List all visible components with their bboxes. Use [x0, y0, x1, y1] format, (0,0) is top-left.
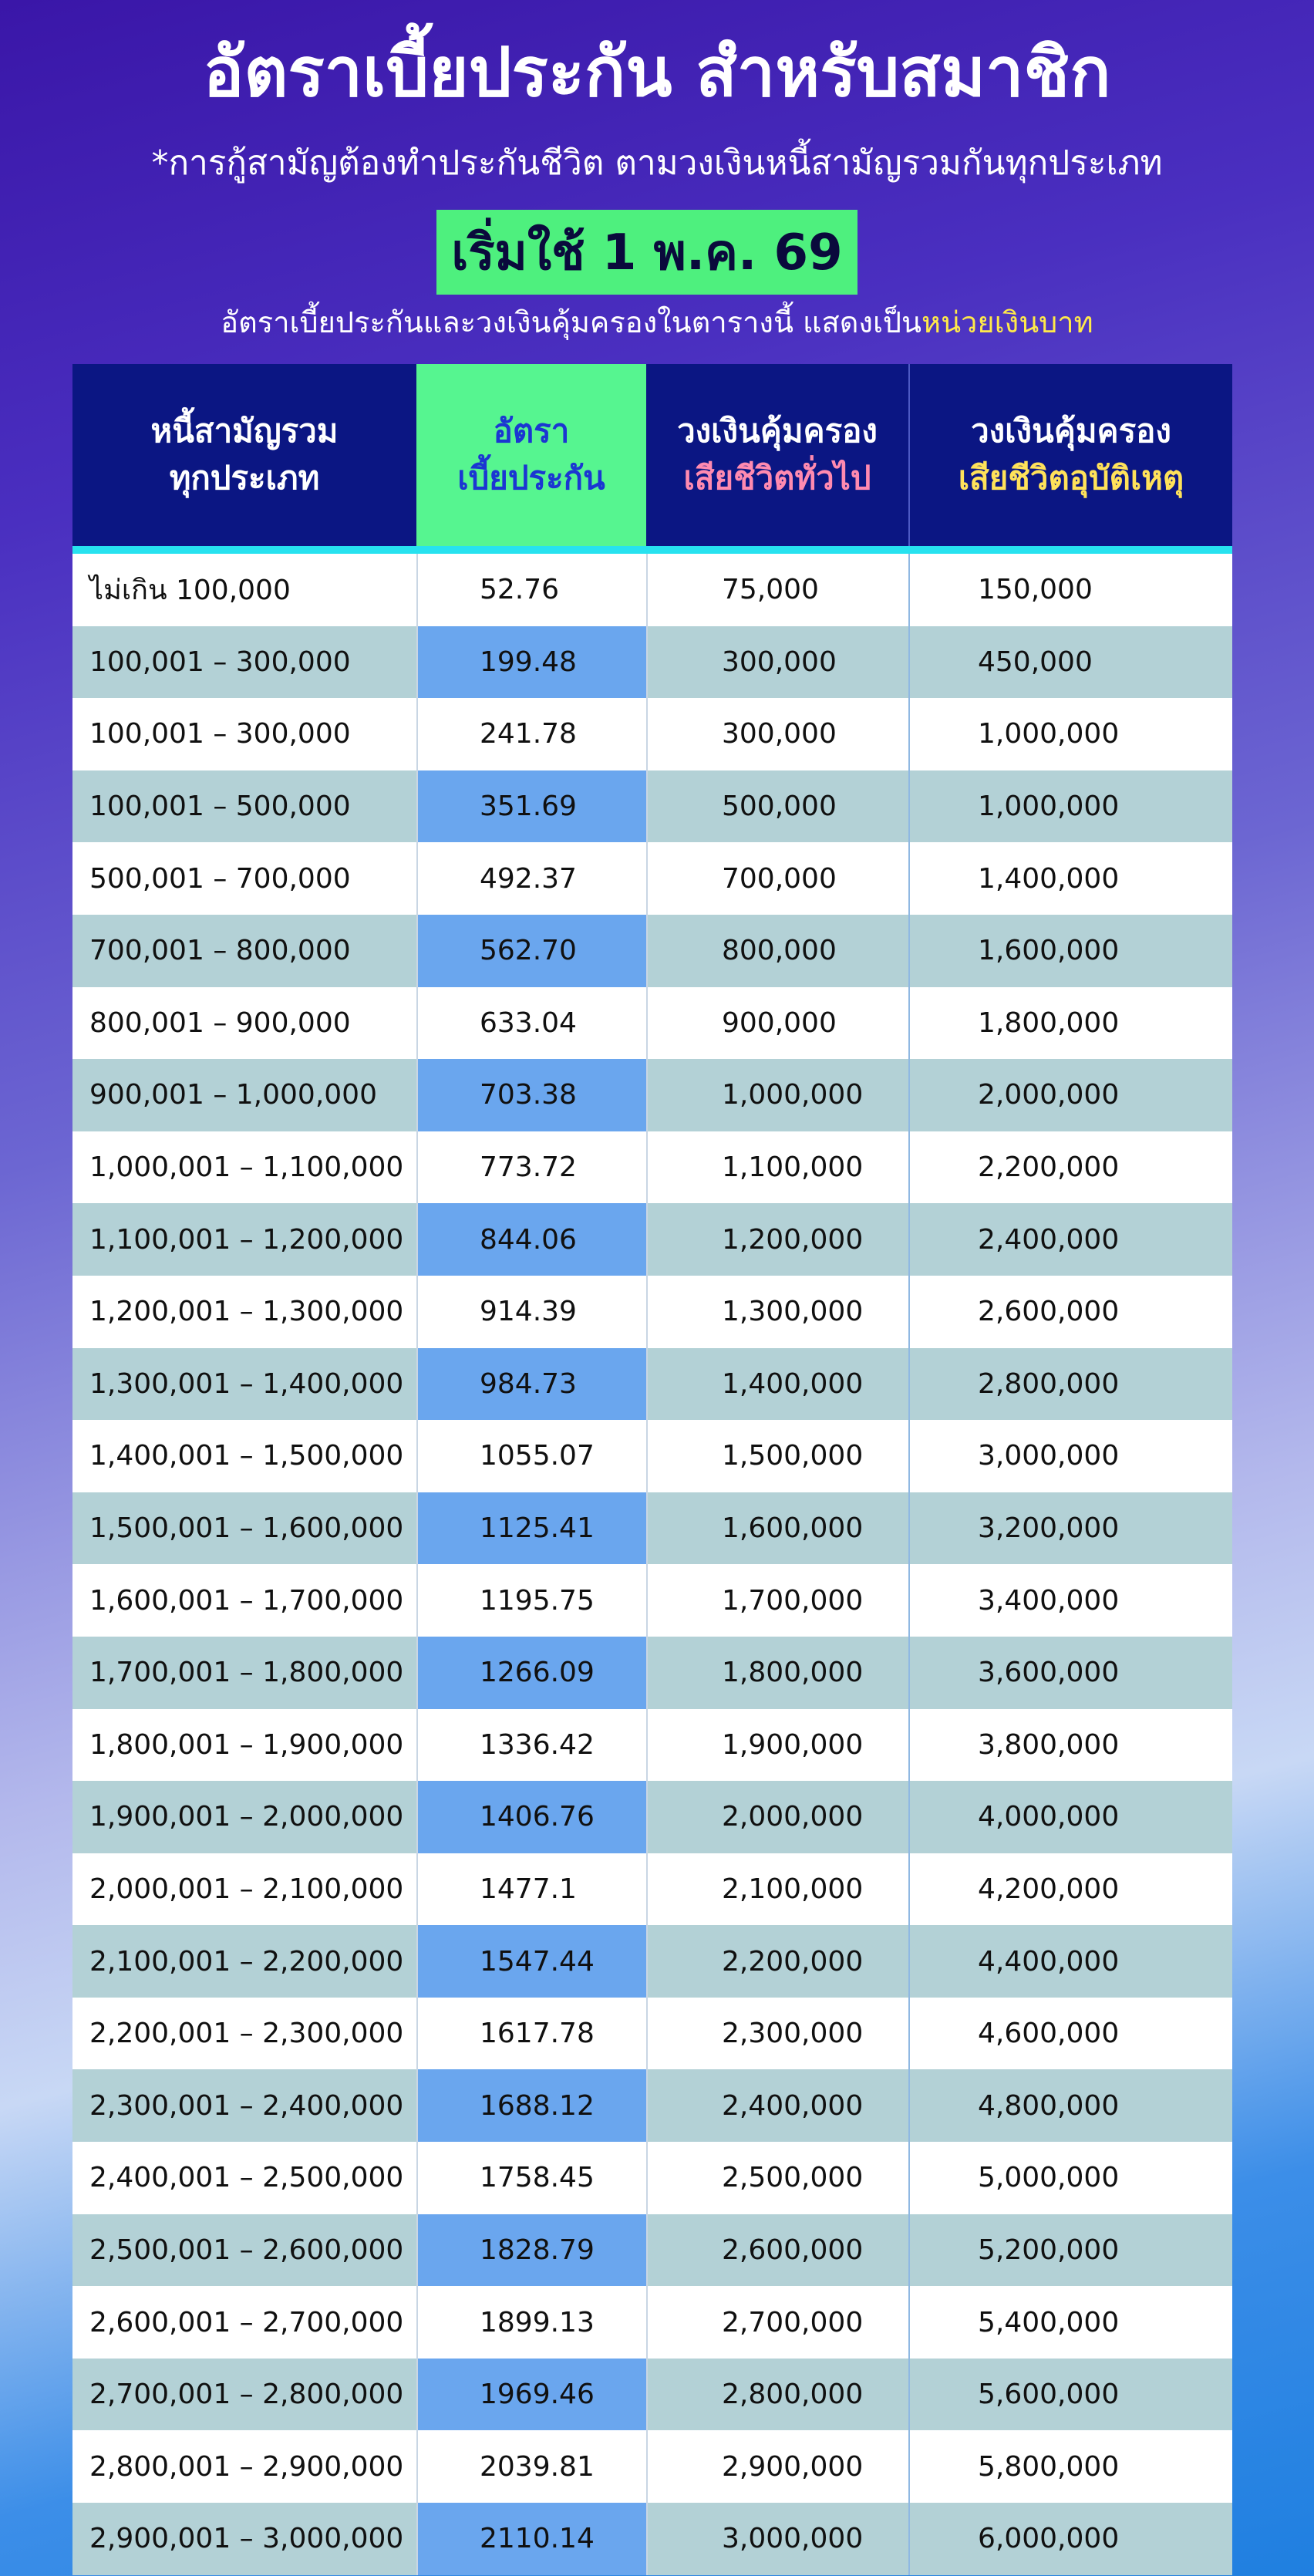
table-row [72, 1564, 1232, 1637]
cell-debt: 100,001 – 300,000 [89, 718, 351, 750]
table-row [72, 2286, 1232, 2359]
cell-rate: 1336.42 [416, 1709, 646, 1782]
cell-rate: 1477.1 [416, 1853, 646, 1926]
page-subtitle: *การกู้สามัญต้องทำประกันชีวิต ตามวงเงินหนี้สามัญรวมกันทุกประเภท [151, 143, 1163, 183]
cell-rate: 241.78 [416, 698, 646, 770]
cell-rate: 844.06 [416, 1203, 646, 1276]
table-row [72, 1637, 1232, 1709]
cell-rate: 703.38 [416, 1059, 646, 1131]
cell-debt: 1,800,001 – 1,900,000 [89, 1728, 404, 1761]
cell-debt: 100,001 – 500,000 [89, 791, 351, 823]
cell-debt: 1,900,001 – 2,000,000 [89, 1801, 404, 1833]
header-accident-coverage [910, 364, 1232, 546]
table-row [72, 2359, 1232, 2431]
cell-accident-coverage: 5,200,000 [978, 2234, 1120, 2266]
cell-debt: 2,800,001 – 2,900,000 [89, 2450, 404, 2483]
cell-accident-coverage: 2,200,000 [978, 1151, 1120, 1184]
table-row [72, 2069, 1232, 2142]
header-general-line1: วงเงินคุ้มครอง [677, 412, 878, 450]
table-row [72, 2214, 1232, 2287]
table-row [72, 1998, 1232, 2070]
table-row [72, 626, 1232, 699]
table-row [72, 915, 1232, 987]
cell-general-coverage: 2,200,000 [646, 1925, 910, 1998]
cell-accident-coverage: 3,600,000 [978, 1657, 1120, 1689]
header-rate-line2: เบี้ยประกัน [457, 459, 605, 497]
cell-debt: 1,100,001 – 1,200,000 [89, 1223, 404, 1256]
cell-accident-coverage: 1,800,000 [978, 1006, 1120, 1039]
cell-rate: 1266.09 [416, 1637, 646, 1709]
cell-rate: 1617.78 [416, 1998, 646, 2070]
cell-debt: 700,001 – 800,000 [89, 935, 351, 967]
table-row [72, 1348, 1232, 1421]
cell-accident-coverage: 3,000,000 [978, 1440, 1120, 1472]
cell-accident-coverage: 5,600,000 [978, 2379, 1120, 2411]
cell-debt: 500,001 – 700,000 [89, 862, 351, 895]
table-row [72, 2142, 1232, 2214]
table-header [72, 364, 1232, 554]
cell-rate: 2110.14 [416, 2503, 646, 2575]
cell-rate: 1406.76 [416, 1781, 646, 1853]
cell-accident-coverage: 4,400,000 [978, 1945, 1120, 1978]
header-debt-line2: ทุกประเภท [169, 459, 320, 497]
cell-accident-coverage: 150,000 [978, 574, 1093, 606]
cell-general-coverage: 900,000 [646, 987, 910, 1060]
effective-date-badge: เริ่มใช้ 1 พ.ค. 69 [436, 210, 857, 295]
cell-general-coverage: 1,400,000 [646, 1348, 910, 1421]
table-row [72, 1276, 1232, 1348]
cell-general-coverage: 1,800,000 [646, 1637, 910, 1709]
cell-general-coverage: 75,000 [646, 554, 910, 626]
cell-general-coverage: 2,400,000 [646, 2069, 910, 2142]
cell-accident-coverage: 5,400,000 [978, 2306, 1120, 2338]
table-row [72, 1853, 1232, 1926]
header-debt-line1: หนี้สามัญรวม [150, 412, 339, 450]
cell-general-coverage: 1,700,000 [646, 1564, 910, 1637]
cell-rate: 1758.45 [416, 2142, 646, 2214]
cell-debt: 2,700,001 – 2,800,000 [89, 2379, 404, 2411]
cell-debt: 1,400,001 – 1,500,000 [89, 1440, 404, 1472]
cell-accident-coverage: 2,400,000 [978, 1223, 1120, 1256]
cell-general-coverage: 1,600,000 [646, 1492, 910, 1565]
cell-rate: 562.70 [416, 915, 646, 987]
cell-general-coverage: 800,000 [646, 915, 910, 987]
cell-debt: 100,001 – 300,000 [89, 646, 351, 678]
cell-rate: 351.69 [416, 770, 646, 843]
cell-rate: 1547.44 [416, 1925, 646, 1998]
cell-accident-coverage: 2,600,000 [978, 1296, 1120, 1328]
cell-general-coverage: 2,700,000 [646, 2286, 910, 2359]
cell-debt: ไม่เกิน 100,000 [89, 575, 291, 607]
cell-rate: 633.04 [416, 987, 646, 1060]
cell-accident-coverage: 3,400,000 [978, 1584, 1120, 1617]
cell-general-coverage: 1,300,000 [646, 1276, 910, 1348]
cell-rate: 199.48 [416, 626, 646, 699]
cell-general-coverage: 300,000 [646, 626, 910, 699]
header-rate-line1: อัตรา [493, 412, 570, 450]
cell-general-coverage: 1,200,000 [646, 1203, 910, 1276]
cell-rate: 1899.13 [416, 2286, 646, 2359]
header-general-line2: เสียชีวิตทั่วไป [683, 459, 871, 497]
cell-general-coverage: 1,100,000 [646, 1131, 910, 1204]
cell-accident-coverage: 5,800,000 [978, 2450, 1120, 2483]
cell-rate: 1195.75 [416, 1564, 646, 1637]
cell-rate: 2039.81 [416, 2430, 646, 2503]
cell-rate: 1969.46 [416, 2359, 646, 2431]
cell-debt: 2,000,001 – 2,100,000 [89, 1873, 404, 1905]
cell-accident-coverage: 4,200,000 [978, 1873, 1120, 1905]
table-row [72, 1059, 1232, 1131]
table-row [72, 1781, 1232, 1853]
cell-rate: 914.39 [416, 1276, 646, 1348]
cell-debt: 1,700,001 – 1,800,000 [89, 1657, 404, 1689]
cell-debt: 1,600,001 – 1,700,000 [89, 1584, 404, 1617]
cell-debt: 1,500,001 – 1,600,000 [89, 1512, 404, 1545]
cell-general-coverage: 2,500,000 [646, 2142, 910, 2214]
table-row [72, 842, 1232, 915]
cell-accident-coverage: 4,000,000 [978, 1801, 1120, 1833]
cell-accident-coverage: 2,800,000 [978, 1367, 1120, 1400]
cell-general-coverage: 300,000 [646, 698, 910, 770]
table-row [72, 2503, 1232, 2575]
cell-rate: 773.72 [416, 1131, 646, 1204]
table-row [72, 987, 1232, 1060]
cell-debt: 2,500,001 – 2,600,000 [89, 2234, 404, 2266]
cell-accident-coverage: 6,000,000 [978, 2523, 1120, 2555]
header-general-coverage [646, 364, 910, 546]
cell-accident-coverage: 5,000,000 [978, 2162, 1120, 2194]
cell-general-coverage: 2,100,000 [646, 1853, 910, 1926]
cell-debt: 2,200,001 – 2,300,000 [89, 2018, 404, 2050]
cell-general-coverage: 2,800,000 [646, 2359, 910, 2431]
unit-note-text: อัตราเบี้ยประกันและวงเงินคุ้มครองในตารางนี้ แสดงเป็น [221, 305, 922, 339]
table-row [72, 554, 1232, 626]
cell-accident-coverage: 450,000 [978, 646, 1093, 678]
unit-note [0, 305, 1314, 341]
cell-debt: 800,001 – 900,000 [89, 1006, 351, 1039]
table-row [72, 1420, 1232, 1492]
cell-debt: 900,001 – 1,000,000 [89, 1079, 377, 1111]
premium-rate-table [72, 364, 1232, 2575]
cell-debt: 2,400,001 – 2,500,000 [89, 2162, 404, 2194]
header-rate [416, 364, 646, 546]
cell-rate: 492.37 [416, 842, 646, 915]
cell-general-coverage: 2,900,000 [646, 2430, 910, 2503]
cell-accident-coverage: 1,000,000 [978, 718, 1120, 750]
cell-accident-coverage: 3,800,000 [978, 1728, 1120, 1761]
table-row [72, 770, 1232, 843]
cell-general-coverage: 1,500,000 [646, 1420, 910, 1492]
cell-accident-coverage: 2,000,000 [978, 1079, 1120, 1111]
cell-accident-coverage: 3,200,000 [978, 1512, 1120, 1545]
cell-debt: 2,900,001 – 3,000,000 [89, 2523, 404, 2555]
cell-debt: 2,600,001 – 2,700,000 [89, 2306, 404, 2338]
table-row [72, 1925, 1232, 1998]
cell-debt: 1,200,001 – 1,300,000 [89, 1296, 404, 1328]
table-row [72, 1131, 1232, 1204]
page-title: อัตราเบี้ยประกัน สำหรับสมาชิก [203, 32, 1111, 112]
cell-accident-coverage: 1,600,000 [978, 935, 1120, 967]
table-row [72, 1203, 1232, 1276]
table-row [72, 2430, 1232, 2503]
cell-general-coverage: 3,000,000 [646, 2503, 910, 2575]
cell-rate: 52.76 [416, 554, 646, 626]
cell-rate: 1688.12 [416, 2069, 646, 2142]
unit-note-highlight: หน่วยเงินบาท [921, 305, 1093, 339]
cell-accident-coverage: 1,000,000 [978, 791, 1120, 823]
cell-accident-coverage: 4,600,000 [978, 2018, 1120, 2050]
cell-general-coverage: 500,000 [646, 770, 910, 843]
cell-rate: 1055.07 [416, 1420, 646, 1492]
cell-rate: 984.73 [416, 1348, 646, 1421]
header-accident-line1: วงเงินคุ้มครอง [971, 412, 1171, 450]
cell-debt: 1,300,001 – 1,400,000 [89, 1367, 404, 1400]
cell-rate: 1828.79 [416, 2214, 646, 2287]
table-row [72, 1492, 1232, 1565]
cell-rate: 1125.41 [416, 1492, 646, 1565]
cell-general-coverage: 1,900,000 [646, 1709, 910, 1782]
cell-accident-coverage: 4,800,000 [978, 2089, 1120, 2122]
table-row [72, 1709, 1232, 1782]
header-debt [72, 364, 416, 546]
cell-general-coverage: 2,300,000 [646, 1998, 910, 2070]
cell-accident-coverage: 1,400,000 [978, 862, 1120, 895]
cell-general-coverage: 2,600,000 [646, 2214, 910, 2287]
cell-debt: 2,300,001 – 2,400,000 [89, 2089, 404, 2122]
cell-general-coverage: 2,000,000 [646, 1781, 910, 1853]
table-row [72, 698, 1232, 770]
cell-general-coverage: 700,000 [646, 842, 910, 915]
table-body [72, 554, 1232, 2575]
cell-debt: 2,100,001 – 2,200,000 [89, 1945, 404, 1978]
cell-debt: 1,000,001 – 1,100,000 [89, 1151, 404, 1184]
cell-general-coverage: 1,000,000 [646, 1059, 910, 1131]
header-accident-line2: เสียชีวิตอุบัติเหตุ [958, 459, 1184, 497]
